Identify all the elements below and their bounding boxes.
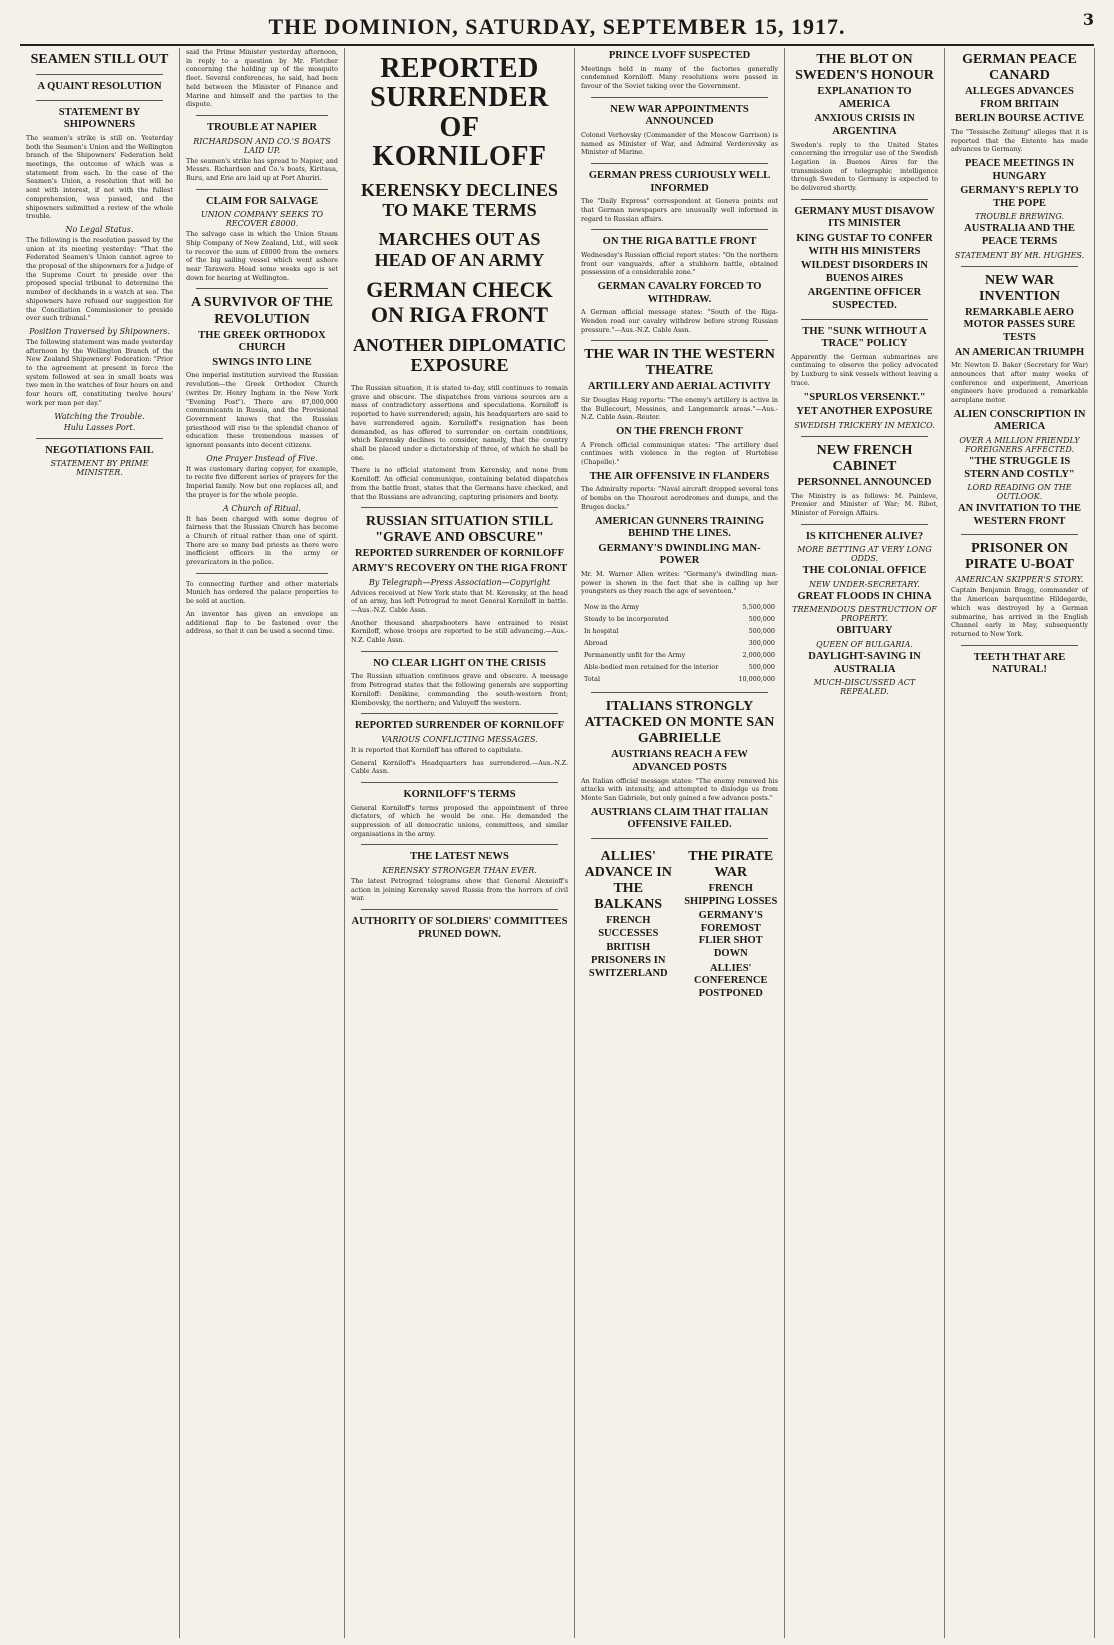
masthead-title: THE DOMINION, SATURDAY, SEPTEMBER 15, 1917. [268, 14, 846, 39]
headline-kitchener: IS KITCHENER ALIVE? [805, 530, 924, 542]
article-text: The Russian situation, it is stated to-day, still continues to remain grave and obscure. The dispatches from various sources are a mass of contradictory assertions and speculations. Korniloff is reported to have surrendered; again, his headquarters are said to have surrendered again. Korniloff's resignation has been demanded, as has offered to surrender on certain conditions, which Kerensky declines to consider, namely, that the country shall be placed under a dictatorship of three, of which he shall be one. [351, 384, 568, 462]
headline-yet-another: YET ANOTHER EXPOSURE [796, 406, 933, 418]
column-2 [180, 48, 345, 1638]
article-text: Wednesday's Russian official report states: "On the northern front our vanguards, after a stubborn battle, obtained possession of a considerable zone." [581, 250, 778, 277]
article-text: It was customary during copyer, for example, to recite five different series of prayers for the Imperial family. Now but one replaces all, and the prayer is for the whole people. [186, 464, 338, 499]
headline-kerensky-declines: KERENSKY DECLINES TO MAKE TERMS [361, 179, 558, 221]
article-text: Apparently the German submarines are continuing to observe the policy advocated by Luxburg to sink vessels without leaving a trace. [791, 352, 938, 387]
headline-negotiations-fail: NEGOTIATIONS FAIL [45, 444, 154, 456]
subhead: FRENCH SUCCESSES [598, 915, 659, 939]
article-text: The Admiralty reports: "Naval aircraft dropped several tons of bombs on the Thourout aerodromes and dumps, and the Bruges docks." [581, 485, 778, 511]
headline-british-prisoners: BRITISH PRISONERS IN SWITZERLAND [588, 942, 668, 979]
section-heading: A Church of Ritual. [223, 503, 301, 513]
headline-diplomatic-exposure: ANOTHER DIPLOMATIC EXPOSURE [352, 334, 567, 376]
headline-obituary: OBITUARY [836, 625, 893, 637]
headline-french-cabinet: NEW FRENCH CABINET [816, 442, 913, 474]
article-text: A French official communique states: "The artillery duel continues with violence in the region of Hurtebise (Chapelle)." [581, 440, 778, 467]
table-row: Able-bodied men retained for the interior 500,000 [584, 663, 775, 672]
table-row: Abroad 300,000 [584, 639, 775, 648]
article-text: An inventor has given an envelope an additional flap to be fastened over the address, so that it can be used a second time. [186, 609, 338, 636]
headline-salvage: CLAIM FOR SALVAGE [205, 195, 319, 207]
article-text: The latest Petrograd telegrams show that General Alexeieff's action in joining Kerensky saved Russia from the horrors of civil war. [351, 876, 568, 903]
subhead: AN AMERICAN TRIUMPH [954, 346, 1085, 358]
headline-floods-china: GREAT FLOODS IN CHINA [797, 590, 932, 602]
table-row: Permanently unfit for the Army 2,000,000 [584, 651, 775, 660]
headline-struggle: "THE STRUGGLE IS STERN AND COSTLY" [964, 455, 1075, 480]
article-text: Mr. M. Warner Allen writes: "Germany's dwindling man-power is shown in the fact that she is calling up her youngsters as they reach the age of seventeen." [581, 569, 778, 596]
headline-korniloff-terms: KORNILOFF'S TERMS [403, 788, 516, 800]
table-row: In hospital 500,000 [584, 627, 775, 636]
article-text: Colonel Verhovsky (Commander of the Moscow Garrison) is named as Minister of War, and Admiral Verderevsky as Minister of Marine. [581, 130, 778, 157]
headline-balkans: ALLIES' ADVANCE IN THE BALKANS [584, 848, 672, 913]
subhead: TREMENDOUS DESTRUCTION OF PROPERTY. [792, 605, 937, 624]
headline-peace-canard: GERMAN PEACE CANARD [962, 52, 1077, 84]
headline-australia-peace: AUSTRALIA AND THE PEACE TERMS [964, 223, 1075, 248]
subhead: FRENCH SHIPPING LOSSES [684, 883, 778, 907]
section-heading: One Prayer Instead of Five. [206, 453, 318, 463]
headline-man-power: GERMANY'S DWINDLING MAN-POWER [598, 542, 761, 567]
headline-marches-out: MARCHES OUT AS HEAD OF AN ARMY [374, 228, 545, 270]
subhead: NEW UNDER-SECRETARY. [809, 579, 920, 589]
article-text: Another thousand sharpshooters have entrained to resist Korniloff, whose troops are reported to be still advancing.—Aus.-N.Z. Cable Assn. [351, 618, 568, 645]
subhead: AMERICAN SKIPPER'S STORY. [955, 575, 1084, 585]
byline: By Telegraph—Press Association—Copyright [368, 577, 551, 587]
subhead: SWEDISH TRICKERY IN MEXICO. [794, 420, 935, 430]
section-heading: Position Traversed by Shipowners. [29, 326, 170, 336]
headline-soldiers-committees: AUTHORITY OF SOLDIERS' COMMITTEES PRUNED DOWN. [351, 916, 568, 940]
article-text: The Russian situation continues grave and obscure. A message from Petrograd states that the following generals are supporting Korniloff: Denikine, commanding the south-western front; Klembovsky, the northern; and Valuyeff the western. [351, 672, 568, 707]
subhead: ALLEGES ADVANCES FROM BRITAIN [965, 86, 1074, 110]
subhead: REMARKABLE AERO MOTOR PASSES SURE TESTS [963, 306, 1076, 344]
headline-war-invention: NEW WAR INVENTION [979, 272, 1060, 304]
subhead: ARTILLERY AND AERIAL ACTIVITY [588, 381, 771, 393]
table-row: Now in the Army 5,500,000 [584, 603, 775, 612]
page-number: 3 [1082, 10, 1094, 29]
headline-conference: ALLIES' CONFERENCE POSTPONED [693, 962, 768, 999]
subhead-shipowners: STATEMENT BY SHIPOWNERS [58, 106, 141, 131]
column-4 [575, 48, 785, 1638]
headline-disavow: GERMANY MUST DISAVOW ITS MINISTER [794, 205, 935, 230]
subhead-greek-church: THE GREEK ORTHODOX CHURCH [198, 329, 326, 354]
article-text: Captain Benjamin Bragg, commander of the American barquentine Hildegarde, which was destroyed by a German submarine, has arrived in the English Channel early in May, subsequently returned to New York. [951, 586, 1088, 638]
headline-no-clear-light: NO CLEAR LIGHT ON THE CRISIS [373, 657, 546, 669]
headline-german-cavalry: GERMAN CAVALRY FORCED TO WITHDRAW. [597, 281, 762, 305]
headline-french-front: ON THE FRENCH FRONT [616, 426, 743, 438]
article-text: General Korniloff's Headquarters has surrendered.—Aus.-N.Z. Cable Assn. [351, 758, 568, 776]
headline-reported-surrender: REPORTED SURRENDER OF KORNILOFF [370, 53, 549, 173]
headline-seamen: SEAMEN STILL OUT [30, 52, 169, 67]
subhead: LORD READING ON THE OUTLOOK. [967, 483, 1072, 502]
manpower-table [581, 600, 778, 686]
article-text: An Italian official message states: "The enemy renewed his attacks with intensity, and attempted to dislodge us from Monte San Gabriele, but only gained a few advance posts." [581, 776, 778, 802]
subhead-prime-minister: STATEMENT BY PRIME MINISTER. [50, 459, 149, 478]
table-row: Steady to be incorporated 500,000 [584, 615, 775, 624]
headline-colonial-office: THE COLONIAL OFFICE [802, 565, 927, 577]
article-text: said the Prime Minister yesterday afternoon, in reply to a question by Mr. Fletcher concerning the holding up of the mosquito fleet. Several conferences, he said, had been held between the Minister of Finance and Marine and himself and the parties to the dispute. [186, 48, 338, 109]
headline-american-gunners: AMERICAN GUNNERS TRAINING BEHIND THE LINES. [595, 515, 764, 540]
column-3 [345, 48, 575, 1638]
subhead: ARMY'S RECOVERY ON THE RIGA FRONT [351, 562, 568, 574]
article-text: The seamen's strike has spread to Napier, and Messrs. Richardson and Co.'s boats, Kiritaua, Ruru, and Erie are laid up at Port Ahuriri. [186, 156, 338, 182]
subhead: UNION COMPANY SEEKS TO RECOVER £8000. [200, 210, 324, 229]
article-text: Sweden's reply to the United States concerning the irregular use of the Swedish Legation in Buenos Aires for the transmission of telegraphic intelligence through Sweden to Germany is expected to be delivered shortly. [791, 140, 938, 193]
subhead: AUSTRIANS REACH A FEW ADVANCED POSTS [611, 749, 748, 773]
subhead-quaint-resolution: A QUAINT RESOLUTION [37, 81, 162, 93]
article-text: One imperial institution survived the Russian revolution—the Greek Orthodox Church (writes Dr. Henry Ingham in the New York "Evening Post"). There are 87,000,000 communicants in Russia, and the Provisional Government knows that the Russian priesthood will rise to the splendid chance of education these tremendous masses of ignorant peasants into decent citizens. [186, 371, 338, 450]
subhead: TROUBLE BREWING. [974, 212, 1064, 222]
article-text: It has been charged with some degree of fairness that the Russian Church has become a Church of ritual rather than one of spirit. There are so many bad priests as there were inefficient officers in the army or prevaricators in the police. [186, 514, 338, 567]
article-text: The salvage case in which the Union Steam Ship Company of New Zealand, Ltd., will seek to recover the sum of £8000 from the owners of the big sailing vessel which went ashore near Tarawera Head some weeks ago is set down for hearing at Wellington. [186, 230, 338, 282]
headline-prince-lvoff: PRINCE LVOFF SUSPECTED [608, 50, 751, 61]
headline-argentine-officer: ARGENTINE OFFICER SUSPECTED. [807, 287, 922, 311]
article-text: The following statement was made yesterday afternoon by the Wellington Branch of the New Zealand Shipowners' Federation: "Prior to the agreement at present in force the system followed at sea in small boats was two men in the watches of four hours on and four hours off, constituting twelve hours' work per man per day." [26, 337, 173, 407]
article-text: The Ministry is as follows: M. Painleve, Premier and Minister of War; M. Ribot, Minister of Foreign Affairs. [791, 491, 938, 517]
headline-reply-pope: GERMANY'S REPLY TO THE POPE [960, 185, 1079, 209]
headline-alien-conscription: ALIEN CONSCRIPTION IN AMERICA [953, 408, 1086, 433]
section-heading: Hulu Lasses Port. [63, 422, 136, 432]
headline-spurlos: "SPURLOS VERSENKT." [803, 391, 926, 403]
headline-reported-surrender-2: REPORTED SURRENDER OF KORNILOFF [355, 720, 564, 732]
article-text: A German official message states: "South of the Riga-Wenden road our cavalry withdrew before strong Russian pressure."—Aus.-N.Z. Cable Assn. [581, 308, 778, 334]
headline-grave-obscure: RUSSIAN SITUATION STILL "GRAVE AND OBSCURE" [365, 514, 554, 546]
article-text: General Korniloff's terms proposed the appointment of three dictators, of which he would be one. He demanded the suppression of all democratic unions, committees, and similar organisations in the army. [351, 803, 568, 838]
headline-napier: TROUBLE AT NAPIER [207, 121, 317, 133]
subhead: BERLIN BOURSE ACTIVE [955, 113, 1084, 125]
column-5 [785, 48, 945, 1638]
headline-sweden: THE BLOT ON SWEDEN'S HONOUR [795, 52, 934, 84]
subhead: MORE BETTING AT VERY LONG ODDS. [797, 545, 932, 564]
article-text: Advices received at New York state that M. Kerensky, at the head of an army, has left Petrograd to meet General Korniloff in battle.—Aus.-N.Z. Cable Assn. [351, 588, 568, 614]
headline-austrians-claim: AUSTRIANS CLAIM THAT ITALIAN OFFENSIVE FAILED. [590, 806, 769, 831]
headline-prisoner-uboat: PRISONER ON PIRATE U-BOAT [965, 541, 1074, 573]
article-text: The seamen's strike is still on. Yesterday both the Seamen's Union and the Wellington branch of the Shipowners' Federation held meetings, the outcome of which was a statement from each. In the case of the Seamen's Union, a resolution that will be sent with interest, if not with the fullest comprehension, was passed, and the shipowners submitted a review of the whole trouble. [26, 133, 173, 221]
headline-king-gustaf: KING GUSTAF TO CONFER WITH HIS MINISTERS [796, 232, 933, 257]
article-text: There is no official statement from Kerensky, and none from Korniloff. An official communique, containing belated dispatches from the battle front, states that the Germans have checked, and that the Russians are advancing, capturing prisoners and booty. [351, 466, 568, 501]
subhead: RICHARDSON AND CO.'S BOATS LAID UP. [193, 136, 331, 155]
article-text: The following is the resolution passed by the union at its meeting yesterday: "That the Federated Seamen's Union cannot agree to the proposal of the shipowners for a Judge of the Supreme Court to preside over the proposed special tribunal to determine the number of deckhands in a watch at sea. The shipowners have refused our suggestion for the Conciliation Commissioner to preside over such tribunal." [26, 235, 173, 323]
subhead: KERENSKY STRONGER THAN EVER. [382, 865, 537, 875]
subhead: QUEEN OF BULGARIA. [816, 639, 913, 649]
headline-latest-news: THE LATEST NEWS [410, 851, 509, 863]
subhead: ANXIOUS CRISIS IN ARGENTINA [814, 113, 915, 137]
headline-invitation: AN INVITATION TO THE WESTERN FRONT [957, 503, 1082, 527]
subhead: EXPLANATION TO AMERICA [817, 86, 912, 110]
article-text: Sir Douglas Haig reports: "The enemy's artillery is active in the Bullecourt, Messines, and Langemarck areas."—Aus.-N.Z. Cable Assn.-Reuter. [581, 396, 778, 422]
subhead: STATEMENT BY MR. HUGHES. [954, 250, 1085, 260]
headline-pirate-war: THE PIRATE WAR [688, 848, 774, 880]
column-1 [20, 48, 180, 1638]
headline-western-theatre: THE WAR IN THE WESTERN THEATRE [584, 347, 775, 379]
headline-teeth: TEETH THAT ARE NATURAL! [973, 651, 1066, 676]
article-text: Meetings held in many of the factories generally condemned Korniloff. Many resolutions were passed in favour of the Soviet taking over the Government. [581, 64, 778, 90]
article-text: The "Daily Express" correspondent at Geneva points out that German newspapers are unusually well informed in regard to Russian affairs. [581, 197, 778, 223]
headline-italians: ITALIANS STRONGLY ATTACKED ON MONTE SAN GABRIELLE [584, 699, 775, 747]
subhead: REPORTED SURRENDER OF KORNILOFF [355, 548, 564, 560]
headline-survivor: A SURVIVOR OF THE REVOLUTION [191, 295, 333, 327]
section-heading: No Legal Status. [65, 224, 134, 234]
article-text: Mr. Newton D. Baker (Secretary for War) announces that after many weeks of conference and experiment, American engineers have produced a remarkable aeroplane motor. [951, 361, 1088, 405]
headline-air-offensive: THE AIR OFFENSIVE IN FLANDERS [589, 470, 770, 482]
table-row: Total 10,000,000 [584, 675, 775, 684]
section-heading: Watching the Trouble. [54, 411, 145, 421]
headline-german-press: GERMAN PRESS CURIOUSLY WELL INFORMED [588, 170, 771, 194]
subhead: PERSONNEL ANNOUNCED [797, 476, 932, 488]
subhead-swings: SWINGS INTO LINE [212, 356, 312, 368]
headline-war-appointments: NEW WAR APPOINTMENTS ANNOUNCED [610, 103, 749, 128]
headline-daylight-saving: DAYLIGHT-SAVING IN AUSTRALIA [808, 650, 921, 675]
article-text: To connecting further and other materials Munich has ordered the palace properties to be sold at auction. [186, 579, 338, 606]
headline-riga-front: GERMAN CHECK ON RIGA FRONT [366, 277, 553, 327]
headline-flier: GERMANY'S FOREMOST FLIER SHOT DOWN [698, 910, 763, 959]
subhead: MUCH-DISCUSSED ACT REPEALED. [813, 678, 916, 697]
headline-hungary: PEACE MEETINGS IN HUNGARY [964, 158, 1075, 182]
column-6 [945, 48, 1095, 1638]
headline-buenos-aires: WILDEST DISORDERS IN BUENOS AIRES [800, 260, 928, 284]
masthead [20, 8, 1094, 46]
subhead: OVER A MILLION FRIENDLY FOREIGNERS AFFECTED. [959, 435, 1080, 454]
article-text: It is reported that Korniloff has offered to capitulate. [351, 745, 523, 754]
subhead: VARIOUS CONFLICTING MESSAGES. [381, 734, 538, 744]
headline-sunk-without-trace: THE "SUNK WITHOUT A TRACE" POLICY [802, 325, 927, 350]
article-text: The "Tessische Zeitung" alleges that it is reported that the Entente has made advances to Germany. [951, 127, 1088, 154]
headline-riga-battle: ON THE RIGA BATTLE FRONT [602, 236, 757, 248]
